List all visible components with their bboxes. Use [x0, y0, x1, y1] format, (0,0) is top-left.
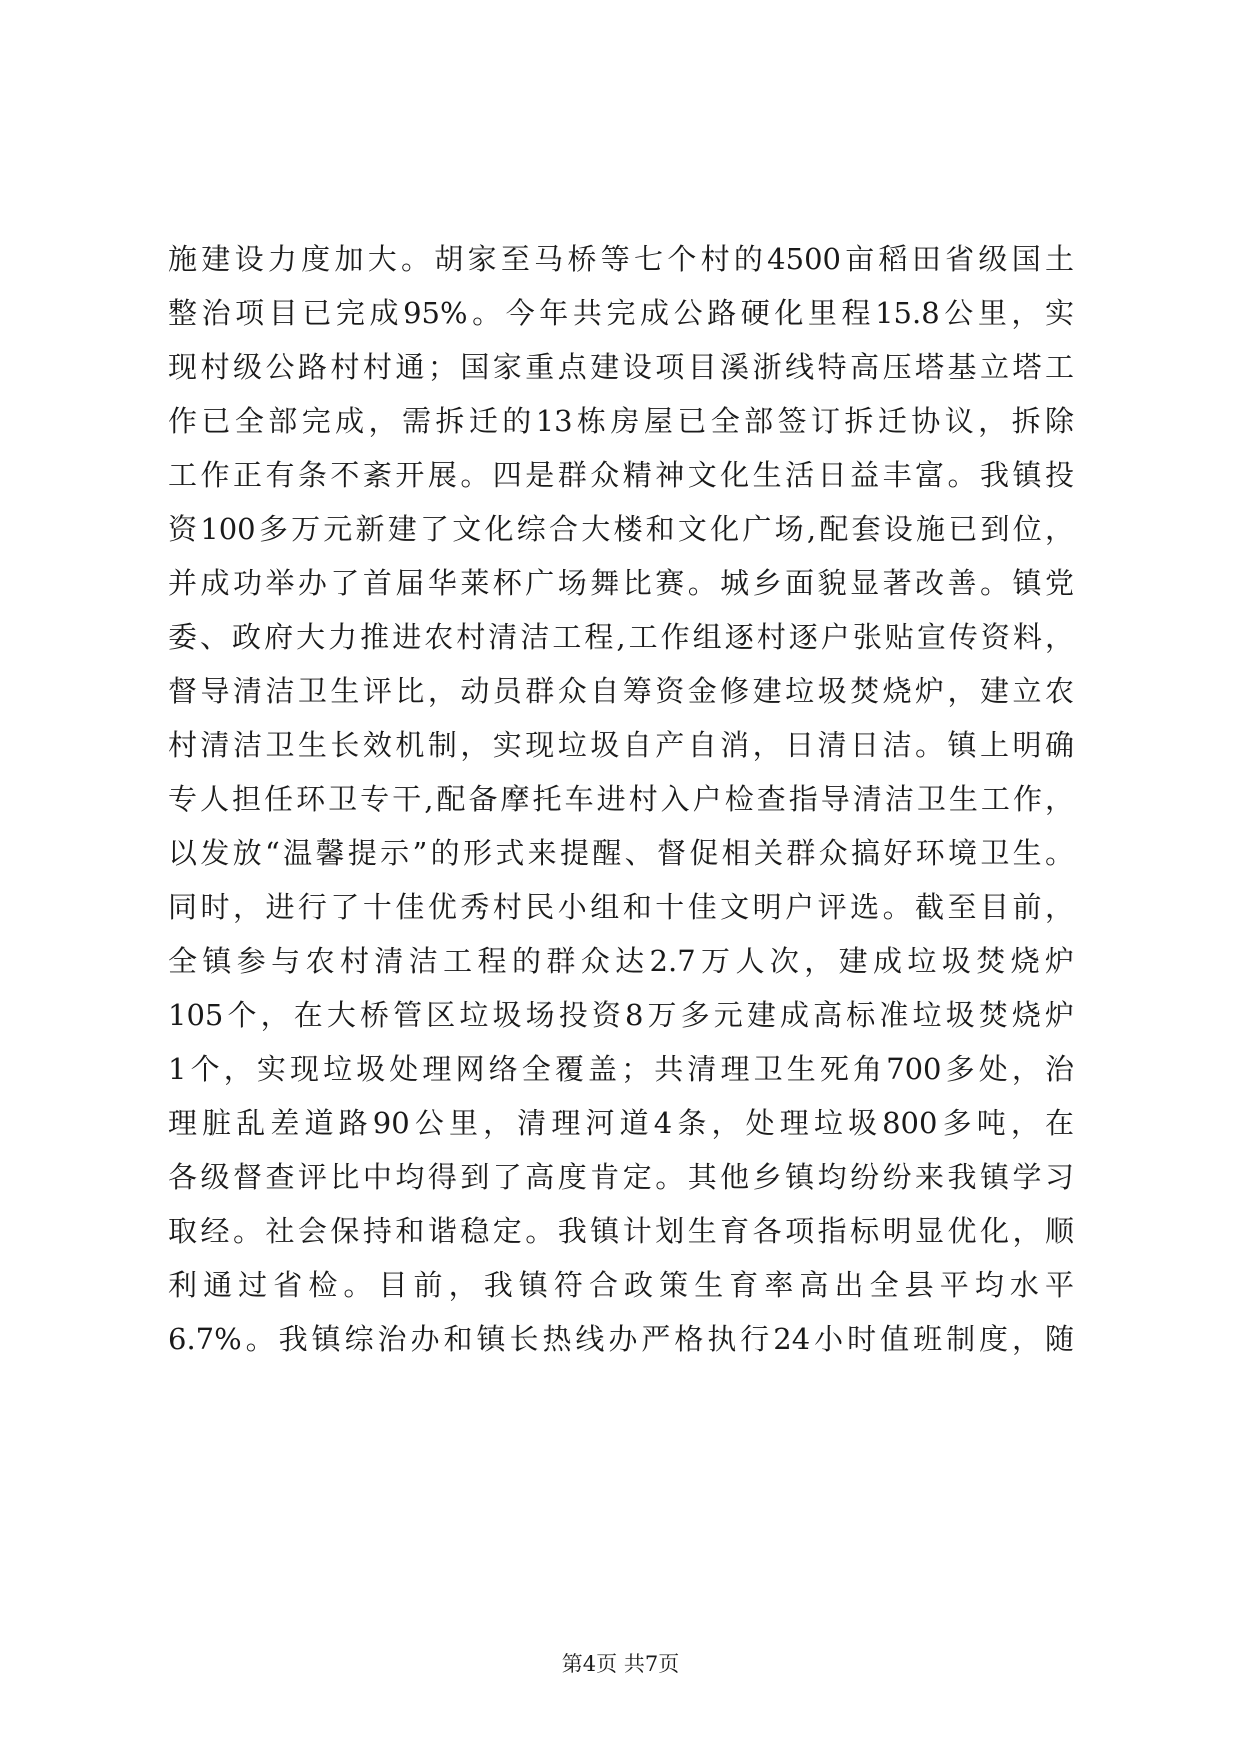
text-line-7: 并成功举办了首届华莱杯广场舞比赛。城乡面貌显著改善。镇党: [168, 566, 1074, 600]
text-line-1: 施建设力度加大。胡家至马桥等七个村的4500亩稻田省级国土: [168, 242, 1074, 276]
text-line-19: 取经。社会保持和谐稳定。我镇计划生育各项指标明显优化，顺: [168, 1214, 1074, 1248]
text-line-2: 整治项目已完成95%。今年共完成公路硬化里程15.8公里，实: [168, 296, 1074, 330]
text-line-11: 专人担任环卫专干,配备摩托车进村入户检查指导清洁卫生工作，: [168, 782, 1074, 816]
text-line-20: 利通过省检。目前，我镇符合政策生育率高出全县平均水平: [168, 1268, 1074, 1302]
text-line-13: 同时，进行了十佳优秀村民小组和十佳文明户评选。截至目前，: [168, 890, 1074, 924]
body-text: [168, 232, 1074, 1366]
text-line-9: 督导清洁卫生评比，动员群众自筹资金修建垃圾焚烧炉，建立农: [168, 674, 1074, 708]
text-line-15: 105个，在大桥管区垃圾场投资8万多元建成高标准垃圾焚烧炉: [168, 998, 1074, 1032]
text-line-18: 各级督查评比中均得到了高度肯定。其他乡镇均纷纷来我镇学习: [168, 1160, 1074, 1194]
text-line-6: 资100多万元新建了文化综合大楼和文化广场,配套设施已到位，: [168, 512, 1074, 546]
text-line-5: 工作正有条不紊开展。四是群众精神文化生活日益丰富。我镇投: [168, 458, 1074, 492]
text-line-10: 村清洁卫生长效机制，实现垃圾自产自消，日清日洁。镇上明确: [168, 728, 1074, 762]
text-line-14: 全镇参与农村清洁工程的群众达2.7万人次，建成垃圾焚烧炉: [168, 944, 1074, 978]
text-line-17: 理脏乱差道路90公里，清理河道4条，处理垃圾800多吨，在: [168, 1106, 1074, 1140]
text-line-12: 以发放“温馨提示”的形式来提醒、督促相关群众搞好环境卫生。: [168, 836, 1074, 870]
text-line-4: 作已全部完成，需拆迁的13栋房屋已全部签订拆迁协议，拆除: [168, 404, 1074, 438]
text-line-21: 6.7%。我镇综治办和镇长热线办严格执行24小时值班制度，随: [168, 1322, 1074, 1356]
text-line-3: 现村级公路村村通；国家重点建设项目溪浙线特高压塔基立塔工: [168, 350, 1074, 384]
page-number: 第4页 共7页: [561, 1652, 680, 1676]
text-line-16: 1个，实现垃圾处理网络全覆盖；共清理卫生死角700多处，治: [168, 1052, 1074, 1086]
text-line-8: 委、政府大力推进农村清洁工程,工作组逐村逐户张贴宣传资料，: [168, 620, 1074, 654]
